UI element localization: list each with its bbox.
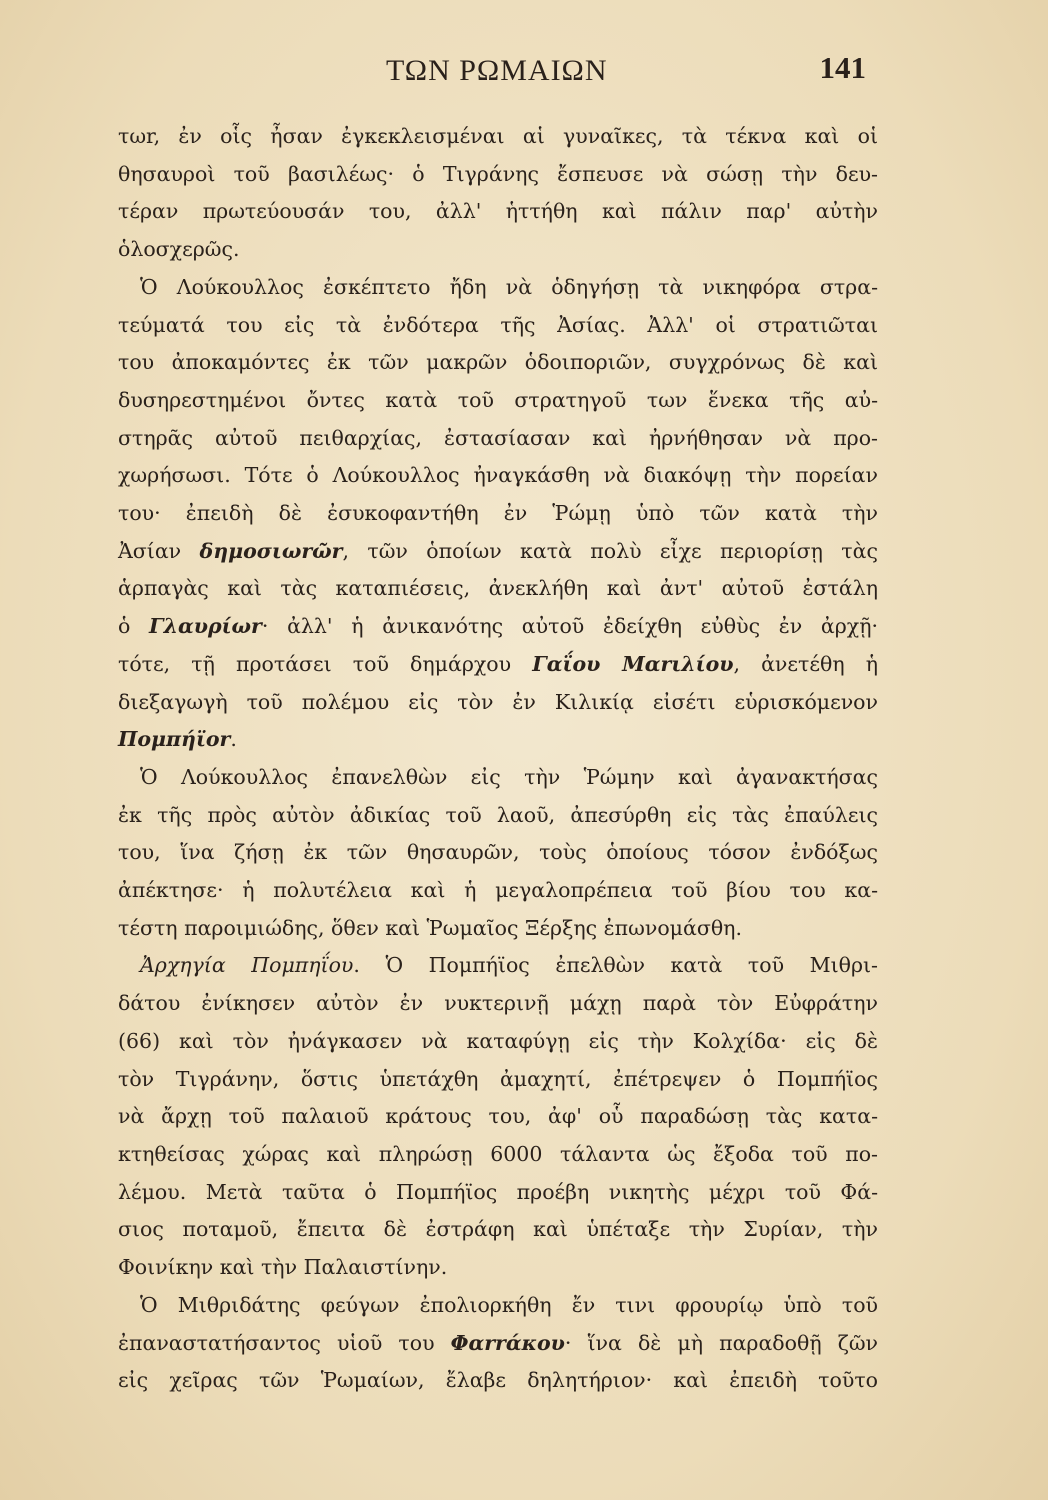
emphasized-name: Φαrrάκου: [450, 1330, 565, 1355]
text-line: θησαυροὶ τοῦ βασιλέως· ὁ Τιγράνης ἔσπευσε νὰ σώσῃ τὴν δευ-: [118, 161, 878, 186]
text-line: στηρᾶς αὐτοῦ πειθαρχίας, ἐστασίασαν καὶ ἠρνήθησαν νὰ προ-: [118, 425, 878, 450]
text-line: διεξαγωγὴ τοῦ πολέμου εἰς τὸν ἐν Κιλικίᾳ εἰσέτι εὑρισκόμενον: [118, 689, 878, 714]
text-line: τὸν Τιγράνην, ὅστις ὑπετάχθη ἀμαχητί, ἐπέτρεψεν ὁ Πομπήϊος: [118, 1066, 878, 1091]
running-title: ΤΩΝ ΡΩΜΑΙΩΝ: [386, 54, 608, 87]
text-line: Φοινίκην καὶ τὴν Παλαιστίνην.: [118, 1255, 448, 1280]
text-line: τέραν πρωτεύουσάν του, ἀλλ' ἡττήθη καὶ πάλιν παρ' αὐτὴν: [118, 199, 878, 224]
emphasized-name: Γλαυρίωr: [149, 614, 262, 639]
text-line: ὁ Γλαυρίωr· ἀλλ' ἡ ἀνικανότης αὐτοῦ ἐδείχθη εὐθὺς ἐν ἀρχῇ·: [118, 614, 879, 639]
text-line: ἁρπαγὰς καὶ τὰς καταπιέσεις, ἀνεκλήθη καὶ ἀντ' αὐτοῦ ἐστάλη: [118, 576, 878, 601]
text-line: εἰς χεῖρας τῶν Ῥωμαίων, ἔλαβε δηλητήριον· καὶ ἐπειδὴ τοῦτο: [118, 1368, 878, 1393]
text-line: Πομπήϊοr.: [118, 727, 237, 752]
text-line: του· ἐπειδὴ δὲ ἐσυκοφαντήθη ἐν Ῥώμῃ ὑπὸ τῶν κατὰ τὴν: [118, 501, 878, 526]
text-line: τεύματά του εἰς τὰ ἐνδότερα τῆς Ἀσίας. Ἀλλ' οἱ στρατιῶται: [118, 312, 878, 337]
text-line: τέστη παροιμιώδης, ὅθεν καὶ Ῥωμαῖος Ξέρξης ἐπωνομάσθη.: [118, 915, 742, 940]
text-line: ἀπέκτησε· ἡ πολυτέλεια καὶ ἡ μεγαλοπρέπεια τοῦ βίου του κα-: [118, 878, 878, 903]
text-line: χωρήσωσι. Τότε ὁ Λούκουλλος ἠναγκάσθη νὰ διακόψῃ τὴν πορείαν: [118, 463, 878, 488]
text-line: Ὁ Λούκουλλος ἐσκέπτετο ἤδη νὰ ὁδηγήσῃ τὰ νικηφόρα στρα-: [140, 274, 878, 299]
text-line: λέμου. Μετὰ ταῦτα ὁ Πομπήϊος προέβη νικητὴς μέχρι τοῦ Φά-: [118, 1179, 878, 1204]
text-line: ἐκ τῆς πρὸς αὐτὸν ἀδικίας τοῦ λαοῦ, ἀπεσύρθη εἰς τὰς ἐπαύλεις: [118, 802, 878, 827]
text-line: ἐπαναστατήσαντος υἱοῦ του Φαrrάκου· ἵνα δὲ μὴ παραδοθῇ ζῶν: [118, 1330, 878, 1355]
text-line: του ἀποκαμόντες ἐκ τῶν μακρῶν ὁδοιποριῶν, συγχρόνως δὲ καὶ: [118, 350, 878, 375]
text-line: δάτου ἐνίκησεν αὐτὸν ἐν νυκτερινῇ μάχῃ παρὰ τὸν Εὐφράτην: [118, 991, 878, 1016]
text-line: Ἀσίαν δημοσιωrῶr, τῶν ὁποίων κατὰ πολὺ εἶχε περιορίσῃ τὰς: [118, 538, 878, 563]
text-line: κτηθείσας χώρας καὶ πληρώσῃ 6000 τάλαντα ὡς ἔξοδα τοῦ πο-: [118, 1141, 878, 1166]
body-text: [118, 118, 878, 1400]
text-line: τότε, τῇ προτάσει τοῦ δημάρχου Γαΐου Μαrιλίου, ἀνετέθη ἡ: [118, 651, 878, 676]
text-line: Ἀρχηγία Πομπηΐου. Ὁ Πομπήϊος ἐπελθὼν κατὰ τοῦ Μιθρι-: [140, 953, 878, 978]
emphasized-name: Πομπήϊοr: [118, 727, 231, 752]
emphasized-name: Γαΐου Μαrιλίου: [532, 651, 734, 676]
text-line: Ὁ Μιθριδάτης φεύγων ἐπολιορκήθη ἔν τινι φρουρίῳ ὑπὸ τοῦ: [140, 1292, 878, 1317]
text-line: του, ἵνα ζήσῃ ἐκ τῶν θησαυρῶν, τοὺς ὁποίους τόσον ἐνδόξως: [118, 840, 878, 865]
page-header: [0, 50, 1048, 94]
text-line: σιος ποταμοῦ, ἔπειτα δὲ ἐστράφη καὶ ὑπέταξε τὴν Συρίαν, τὴν: [118, 1217, 878, 1242]
text-line: τωr, ἐν οἷς ἦσαν ἐγκεκλεισμέναι αἱ γυναῖκες, τὰ τέκνα καὶ οἱ: [118, 124, 878, 148]
text-line: δυσηρεστημένοι ὄντες κατὰ τοῦ στρατηγοῦ των ἕνεκα τῆς αὐ-: [118, 387, 878, 412]
text-line: ὁλοσχερῶς.: [118, 237, 240, 262]
emphasized-term: δημοσιωrῶr: [199, 538, 343, 563]
text-line: νὰ ἄρχῃ τοῦ παλαιοῦ κράτους του, ἀφ' οὗ παραδώσῃ τὰς κατα-: [118, 1104, 878, 1129]
text-line: Ὁ Λούκουλλος ἐπανελθὼν εἰς τὴν Ῥώμην καὶ ἀγανακτήσας: [140, 764, 878, 789]
text-line: (66) καὶ τὸν ἠνάγκασεν νὰ καταφύγῃ εἰς τὴν Κολχίδα· εἰς δὲ: [118, 1028, 878, 1053]
page-number: 141: [819, 50, 866, 85]
section-heading: Ἀρχηγία Πομπηΐου: [140, 953, 354, 978]
